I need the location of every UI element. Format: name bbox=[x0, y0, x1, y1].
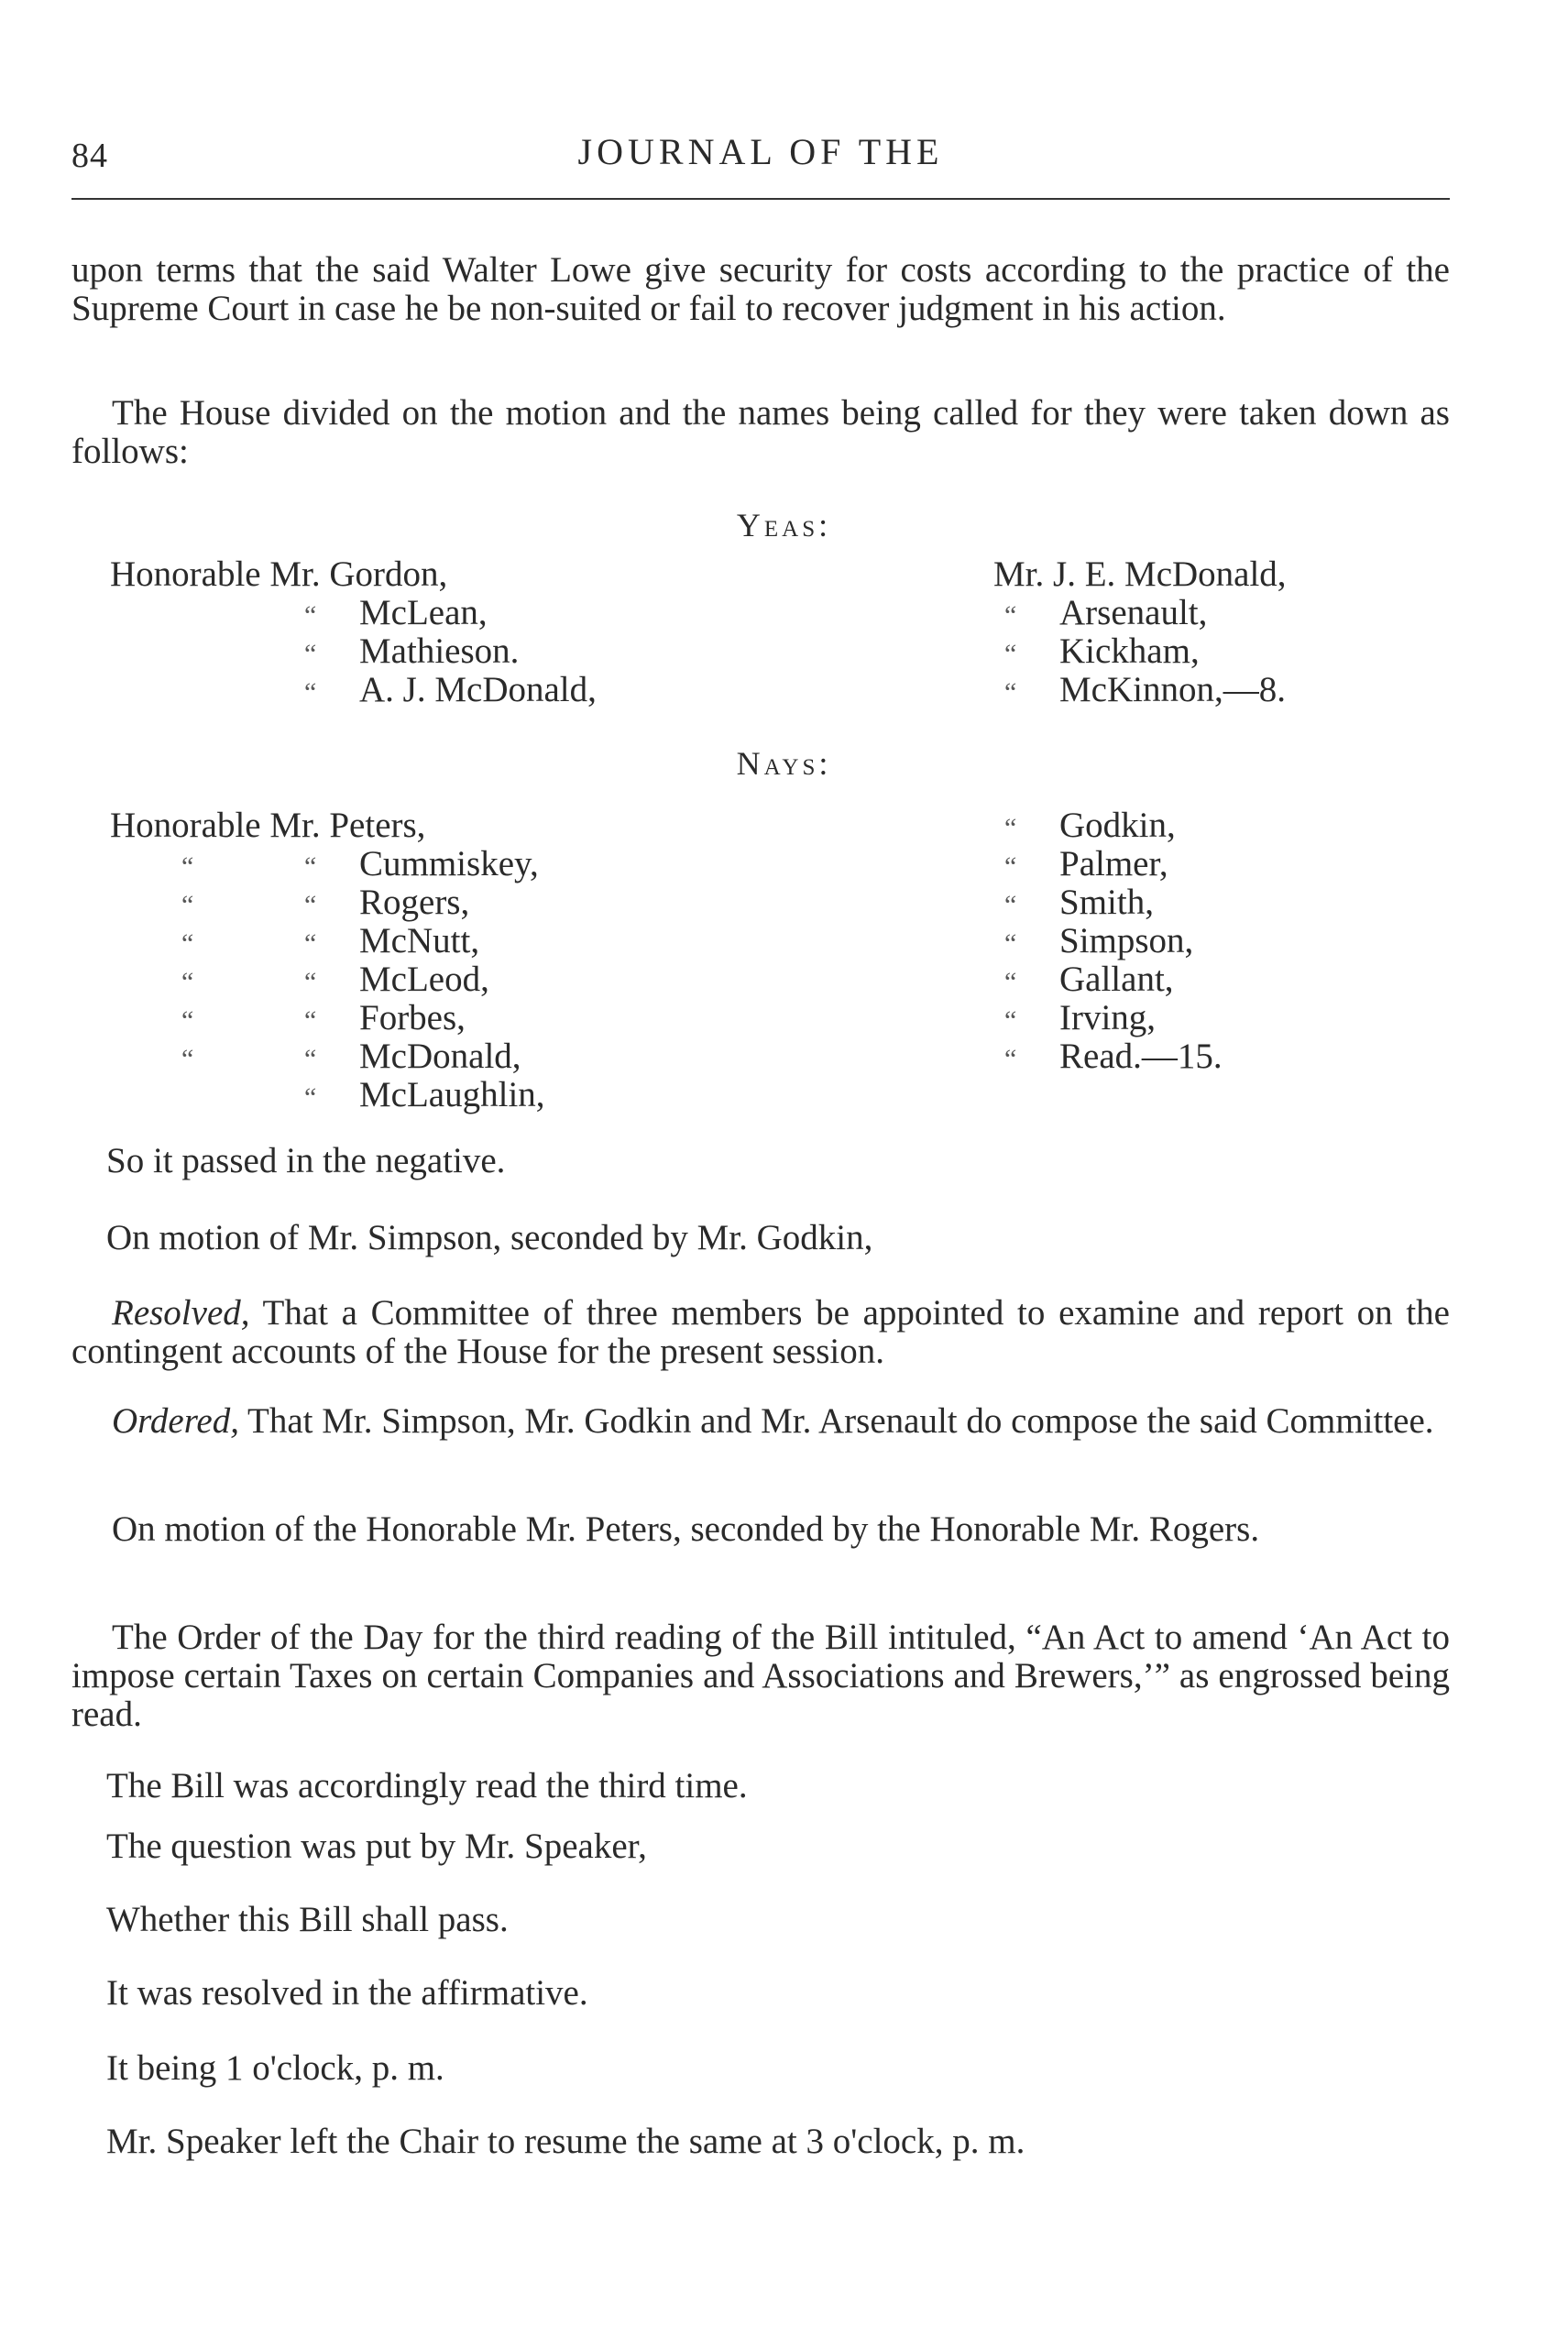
resolved-paragraph bbox=[71, 1294, 1450, 1371]
vote-name-text: Gallant, bbox=[1059, 960, 1174, 999]
ditto-mark: “ bbox=[1004, 813, 1017, 843]
motion-peters: On motion of the Honorable Mr. Peters, seconded by the Honorable Mr. Rogers. bbox=[112, 1509, 1260, 1549]
vote-name bbox=[110, 845, 545, 883]
ditto-mark: “ bbox=[304, 1005, 317, 1036]
affirmative-line: It was resolved in the affirmative. bbox=[106, 1973, 588, 2013]
nays-left-column bbox=[110, 806, 545, 1114]
ditto-mark: “ bbox=[304, 851, 317, 882]
vote-name-text: McLean, bbox=[359, 593, 488, 632]
vote-name bbox=[1004, 806, 1223, 845]
vote-name-text: Kickham, bbox=[1059, 631, 1200, 671]
vote-name bbox=[110, 922, 545, 960]
ditto-mark: “ bbox=[304, 677, 317, 708]
negative-line: So it passed in the negative. bbox=[106, 1141, 506, 1180]
running-title: JOURNAL OF THE bbox=[577, 131, 944, 172]
ditto-mark: “ bbox=[304, 928, 317, 959]
vote-name-text: McLaughlin, bbox=[359, 1075, 545, 1114]
yeas-heading bbox=[0, 506, 1568, 544]
vote-name bbox=[110, 960, 545, 999]
vote-name bbox=[993, 555, 1287, 594]
ditto-mark: “ bbox=[1004, 677, 1017, 708]
vote-name bbox=[110, 999, 545, 1037]
ditto-mark: “ bbox=[181, 890, 194, 920]
ditto-mark: “ bbox=[181, 1005, 194, 1036]
ditto-mark: “ bbox=[1004, 928, 1017, 959]
vote-name bbox=[993, 632, 1287, 671]
vote-name-text: Arsenault, bbox=[1059, 593, 1208, 632]
ditto-mark: “ bbox=[1004, 851, 1017, 882]
resolved-label: Resolved, bbox=[112, 1293, 250, 1333]
vote-name bbox=[1004, 845, 1223, 883]
vote-name bbox=[1004, 922, 1223, 960]
ditto-mark: “ bbox=[181, 928, 194, 959]
vote-name-text: Mr. J. E. McDonald, bbox=[993, 554, 1287, 594]
vote-name-text: Mathieson. bbox=[359, 631, 520, 671]
vote-name-text: Simpson, bbox=[1059, 921, 1194, 960]
vote-name bbox=[110, 671, 597, 709]
order-of-day: The Order of the Day for the third reading of the Bill intituled, “An Act to amend ‘An Act to impose certain Taxes on certain Companies and Associations and Brewers,’” as engrossed being read. bbox=[71, 1618, 1450, 1734]
ditto-mark: “ bbox=[304, 639, 317, 669]
vote-name bbox=[1004, 1037, 1223, 1076]
page-number: 84 bbox=[71, 137, 108, 175]
nays-heading-text: Nays: bbox=[736, 745, 832, 782]
vote-name-text: Forbes, bbox=[359, 998, 466, 1037]
vote-name-text: McLeod, bbox=[359, 960, 489, 999]
resolved-text: That a Committee of three members be appointed to examine and report on the contingent accounts of the House for the present session. bbox=[71, 1293, 1450, 1371]
read-third-line: The Bill was accordingly read the third time. bbox=[106, 1766, 748, 1805]
question-line: The question was put by Mr. Speaker, bbox=[106, 1827, 647, 1866]
vote-name-text: A. J. McDonald, bbox=[359, 670, 597, 709]
vote-name bbox=[110, 555, 597, 594]
ditto-mark: “ bbox=[1004, 1044, 1017, 1074]
speaker-left-line: Mr. Speaker left the Chair to resume the same at 3 o'clock, p. m. bbox=[106, 2122, 1025, 2161]
ditto-mark: “ bbox=[304, 1044, 317, 1074]
ditto-mark: “ bbox=[1004, 1005, 1017, 1036]
nays-heading bbox=[0, 744, 1568, 783]
vote-name bbox=[110, 806, 545, 845]
vote-name bbox=[110, 632, 597, 671]
vote-name bbox=[1004, 883, 1223, 922]
paragraph-division: The House divided on the motion and the names being called for they were taken down as follows: bbox=[71, 393, 1450, 471]
paragraph-security: upon terms that the said Walter Lowe give security for costs according to the practice of the Supreme Court in case he be non-suited or fail to recover judgment in his action. bbox=[71, 250, 1450, 328]
vote-name-text: Honorable Mr. Peters, bbox=[110, 806, 426, 845]
yeas-left-column bbox=[110, 555, 597, 709]
vote-name bbox=[1004, 999, 1223, 1037]
ditto-mark: “ bbox=[181, 851, 194, 882]
header-rule bbox=[71, 198, 1450, 200]
ordered-paragraph bbox=[71, 1402, 1450, 1441]
motion-simpson: On motion of Mr. Simpson, seconded by Mr. Godkin, bbox=[106, 1218, 873, 1257]
vote-name bbox=[1004, 960, 1223, 999]
vote-name bbox=[110, 1076, 545, 1114]
ditto-mark: “ bbox=[181, 1044, 194, 1074]
ditto-mark: “ bbox=[1004, 967, 1017, 997]
whether-line: Whether this Bill shall pass. bbox=[106, 1900, 509, 1939]
ditto-mark: “ bbox=[181, 967, 194, 997]
vote-name bbox=[110, 883, 545, 922]
ditto-mark: “ bbox=[1004, 890, 1017, 920]
vote-name-text: Read.—15. bbox=[1059, 1037, 1223, 1076]
vote-name-text: Rogers, bbox=[359, 883, 470, 922]
page-header bbox=[71, 128, 1450, 183]
oclock-line: It being 1 o'clock, p. m. bbox=[106, 2048, 444, 2088]
vote-name-text: McNutt, bbox=[359, 921, 480, 960]
vote-name-text: Palmer, bbox=[1059, 844, 1168, 883]
vote-name bbox=[110, 594, 597, 632]
vote-name bbox=[110, 1037, 545, 1076]
vote-name-text: McDonald, bbox=[359, 1037, 521, 1076]
ditto-mark: “ bbox=[304, 967, 317, 997]
ditto-mark: “ bbox=[304, 1082, 317, 1113]
ordered-text: That Mr. Simpson, Mr. Godkin and Mr. Arsenault do compose the said Committee. bbox=[247, 1401, 1434, 1441]
yeas-heading-text: Yeas: bbox=[736, 507, 832, 543]
vote-name-text: Cummiskey, bbox=[359, 844, 539, 883]
ditto-mark: “ bbox=[1004, 600, 1017, 631]
ditto-mark: “ bbox=[304, 890, 317, 920]
vote-name-text: McKinnon,—8. bbox=[1059, 670, 1286, 709]
nays-right-column bbox=[1004, 806, 1223, 1076]
vote-name-text: Honorable Mr. Gordon, bbox=[110, 554, 448, 594]
vote-name-text: Godkin, bbox=[1059, 806, 1176, 845]
ordered-label: Ordered, bbox=[112, 1401, 239, 1441]
vote-name-text: Smith, bbox=[1059, 883, 1154, 922]
vote-name-text: Irving, bbox=[1059, 998, 1157, 1037]
vote-name bbox=[993, 594, 1287, 632]
ditto-mark: “ bbox=[1004, 639, 1017, 669]
ditto-mark: “ bbox=[304, 600, 317, 631]
vote-name bbox=[993, 671, 1287, 709]
yeas-right-column bbox=[993, 555, 1287, 709]
